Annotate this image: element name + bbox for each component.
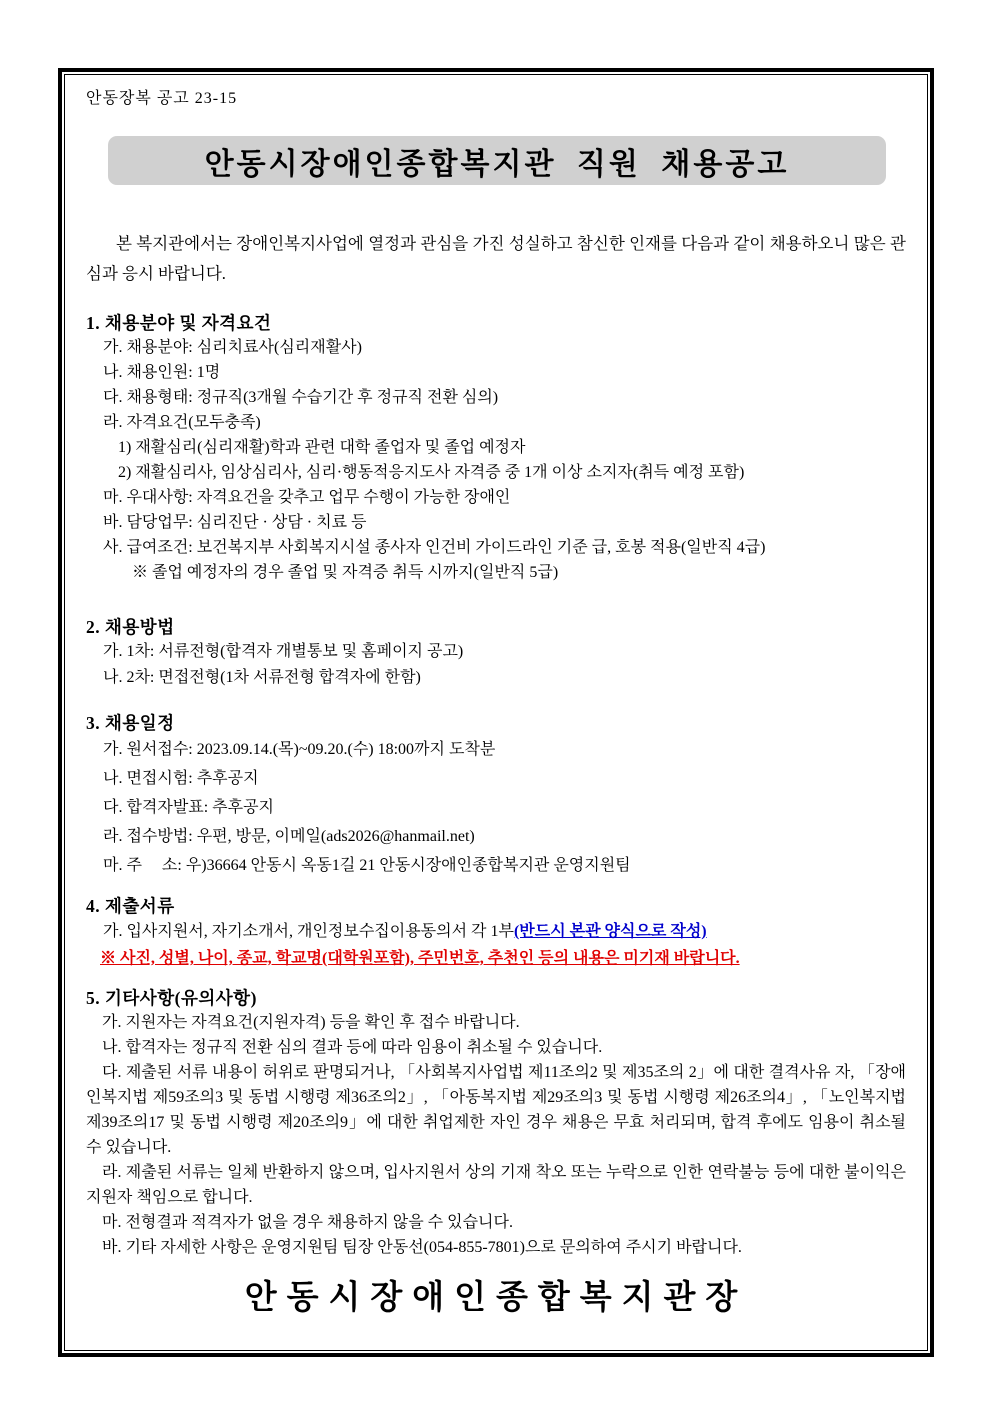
list-item: 다. 채용형태: 정규직(3개월 수습기간 후 정규직 전환 심의) (103, 389, 499, 406)
list-item: 가. 지원자는 자격요건(지원자격) 등을 확인 후 접수 바랍니다. (102, 1014, 520, 1031)
page-content (62, 72, 930, 1353)
section-heading: 2. 채용방법 (86, 617, 175, 637)
signature-director: 안동시장애인종합복지관장 (244, 1280, 748, 1316)
section-heading: 5. 기타사항(유의사항) (86, 988, 257, 1008)
list-item: 라. 접수방법: 우편, 방문, 이메일(ads2026@hanmail.net) (103, 828, 475, 845)
list-subitem: 2) 재활심리사, 임상심리사, 심리·행동적응지도사 자격증 중 1개 이상 소지자(취득 예정 포함) (118, 464, 745, 481)
list-item: 나. 면접시험: 추후공지 (103, 770, 259, 787)
list-subitem: 1) 재활심리(심리재활)학과 관련 대학 졸업자 및 졸업 예정자 (118, 439, 526, 456)
list-item: 라. 자격요건(모두충족) (103, 414, 261, 431)
page-border-frame (58, 68, 934, 1357)
list-item: 라. 제출된 서류는 일체 반환하지 않으며, 입사지원서 상의 기재 착오 또는 누락으로 인한 연락불능 등에 대한 불이익은 지원자 책임으로 합니다. (86, 1164, 910, 1206)
list-item: 나. 합격자는 정규직 전환 심의 결과 등에 따라 임용이 취소될 수 있습니다. (102, 1039, 603, 1056)
submission-warning: ※ 사진, 성별, 나이, 종교, 학교명(대학원포함), 주민번호, 추천인 등의 내용은 미기재 바랍니다. (100, 950, 740, 967)
title-banner (108, 136, 886, 185)
list-item: 가. 1차: 서류전형(합격자 개별통보 및 홈페이지 공고) (103, 643, 464, 660)
section-heading: 3. 채용일정 (86, 713, 175, 733)
list-item: 바. 담당업무: 심리진단 · 상담 · 치료 등 (103, 514, 367, 531)
section-recruitment-method (86, 615, 906, 691)
page-title: 안동시장애인종합복지관 직원 채용공고 (204, 147, 790, 181)
section-recruitment-schedule (86, 711, 906, 880)
list-item: 다. 제출된 서류 내용이 허위로 판명되거나, 「사회복지사업법 제11조의2 및 제35조의 2」에 대한 결격사유 자, 「장애인복지법 제59조의3 및 동법 시행령 제36조의2」, 「아동복지법 제29조의3 및 동법 시행령 제26조의4」, 「노인복지법 제39조의17 및 동법 시행령 제20조의9」에 대한 취업제한 자인 경우 채용은 무효 처리되며, 합격 후에도 임용이 취소될 수 있습니다. (86, 1064, 910, 1156)
list-item: 사. 급여조건: 보건복지부 사회복지시설 종사자 인건비 가이드라인 기준 급, 호봉 적용(일반직 4급) (103, 539, 766, 556)
section-recruitment-fields (86, 311, 906, 585)
list-item: 바. 기타 자세한 사항은 운영지원팀 팀장 안동선(054-855-7801)으로 문의하여 주시기 바랍니다. (102, 1239, 742, 1256)
list-item: 마. 우대사항: 자격요건을 갖추고 업무 수행이 가능한 장애인 (103, 489, 511, 506)
list-item: 마. 주 소: 우)36664 안동시 옥동1길 21 안동시장애인종합복지관 운영지원팀 (103, 857, 631, 874)
section-submission-documents (86, 894, 906, 972)
list-item: 다. 합격자발표: 추후공지 (103, 799, 275, 816)
list-item (86, 945, 906, 972)
list-item: 마. 전형결과 적격자가 없을 경우 채용하지 않을 수 있습니다. (102, 1214, 513, 1231)
list-item: 나. 채용인원: 1명 (103, 364, 221, 381)
section-other-notes (86, 986, 910, 1260)
list-item (86, 918, 906, 945)
submission-note: (반드시 본관 양식으로 작성) (513, 923, 707, 940)
section-heading: 1. 채용분야 및 자격요건 (86, 313, 272, 333)
list-item: 가. 채용분야: 심리치료사(심리재활사) (103, 339, 362, 356)
notice-number: 안동장복 공고 23-15 (86, 90, 238, 107)
list-item: 가. 원서접수: 2023.09.14.(목)~09.20.(수) 18:00까지 도착분 (103, 741, 496, 758)
intro-paragraph: 본 복지관에서는 장애인복지사업에 열정과 관심을 가진 성실하고 참신한 인재를 다음과 같이 채용하오니 많은 관심과 응시 바랍니다. (86, 234, 906, 283)
list-item: 나. 2차: 면접전형(1차 서류전형 합격자에 한함) (103, 669, 421, 686)
submission-item-text: 가. 입사지원서, 자기소개서, 개인정보수집이용동의서 각 1부 (103, 923, 514, 940)
section-heading: 4. 제출서류 (86, 896, 175, 916)
list-note: ※ 졸업 예정자의 경우 졸업 및 자격증 취득 시까지(일반직 5급) (132, 564, 559, 581)
